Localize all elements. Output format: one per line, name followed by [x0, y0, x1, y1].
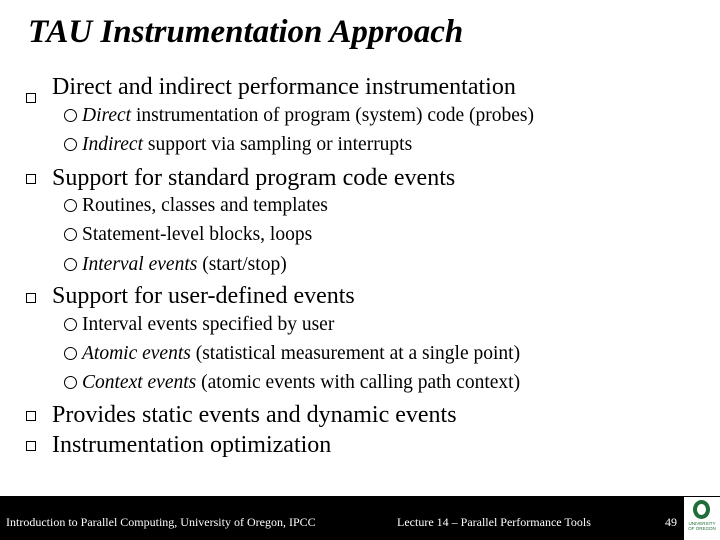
- circle-bullet-icon: [64, 228, 77, 241]
- circle-bullet-icon: [64, 376, 77, 389]
- slide-title: TAU Instrumentation Approach: [28, 14, 464, 50]
- square-bullet-icon: [26, 93, 36, 103]
- sub-bullet-indirect: [64, 133, 412, 157]
- sub-bullet-direct: [64, 104, 534, 128]
- bullet-optimization: Instrumentation optimization: [52, 432, 332, 458]
- emphasis: Atomic events: [82, 343, 191, 364]
- circle-bullet-icon: [64, 199, 77, 212]
- bullet-standard-events: Support for standard program code events: [52, 165, 456, 191]
- sub-bullet-statement-blocks: [64, 223, 312, 247]
- sub-bullet-routines: [64, 194, 328, 218]
- sub-bullet-context-events: [64, 371, 520, 395]
- emphasis: Indirect: [82, 134, 144, 155]
- sub-bullet-text: Statement-level blocks, loops: [82, 224, 313, 245]
- circle-bullet-icon: [64, 109, 77, 122]
- bullet-static-dynamic: Provides static events and dynamic events: [52, 402, 457, 428]
- circle-bullet-icon: [64, 138, 77, 151]
- bullet-direct-indirect: Direct and indirect performance instrumentation: [52, 74, 516, 100]
- square-bullet-icon: [26, 293, 36, 303]
- square-bullet-icon: [26, 411, 36, 421]
- sub-bullet-text: Interval events specified by user: [82, 314, 335, 335]
- sub-bullet-text: (atomic events with calling path context): [196, 372, 521, 393]
- square-bullet-icon: [26, 441, 36, 451]
- sub-bullet-atomic-events: [64, 342, 520, 366]
- sub-bullet-text: instrumentation of program (system) code (probes): [131, 105, 534, 126]
- footer-course: Introduction to Parallel Computing, University of Oregon, IPCC: [6, 515, 316, 529]
- university-logo: [684, 497, 720, 540]
- sub-bullet-interval-events: [64, 253, 287, 277]
- logo-o-icon: [693, 500, 710, 519]
- logo-text: UNIVERSITY OF OREGON: [688, 521, 716, 531]
- emphasis: Interval events: [82, 254, 198, 275]
- circle-bullet-icon: [64, 318, 77, 331]
- sub-bullet-user-interval: [64, 313, 334, 337]
- circle-bullet-icon: [64, 347, 77, 360]
- sub-bullet-text: Routines, classes and templates: [82, 195, 328, 216]
- square-bullet-icon: [26, 174, 36, 184]
- bullet-user-defined-events: Support for user-defined events: [52, 283, 355, 309]
- sub-bullet-text: support via sampling or interrupts: [143, 134, 413, 155]
- emphasis: Direct: [82, 105, 132, 126]
- emphasis: Context events: [82, 372, 197, 393]
- footer-lecture: Lecture 14 – Parallel Performance Tools: [397, 515, 591, 529]
- sub-bullet-text: (start/stop): [197, 254, 287, 275]
- page-number: 49: [665, 515, 677, 529]
- circle-bullet-icon: [64, 258, 77, 271]
- sub-bullet-text: (statistical measurement at a single point): [190, 343, 521, 364]
